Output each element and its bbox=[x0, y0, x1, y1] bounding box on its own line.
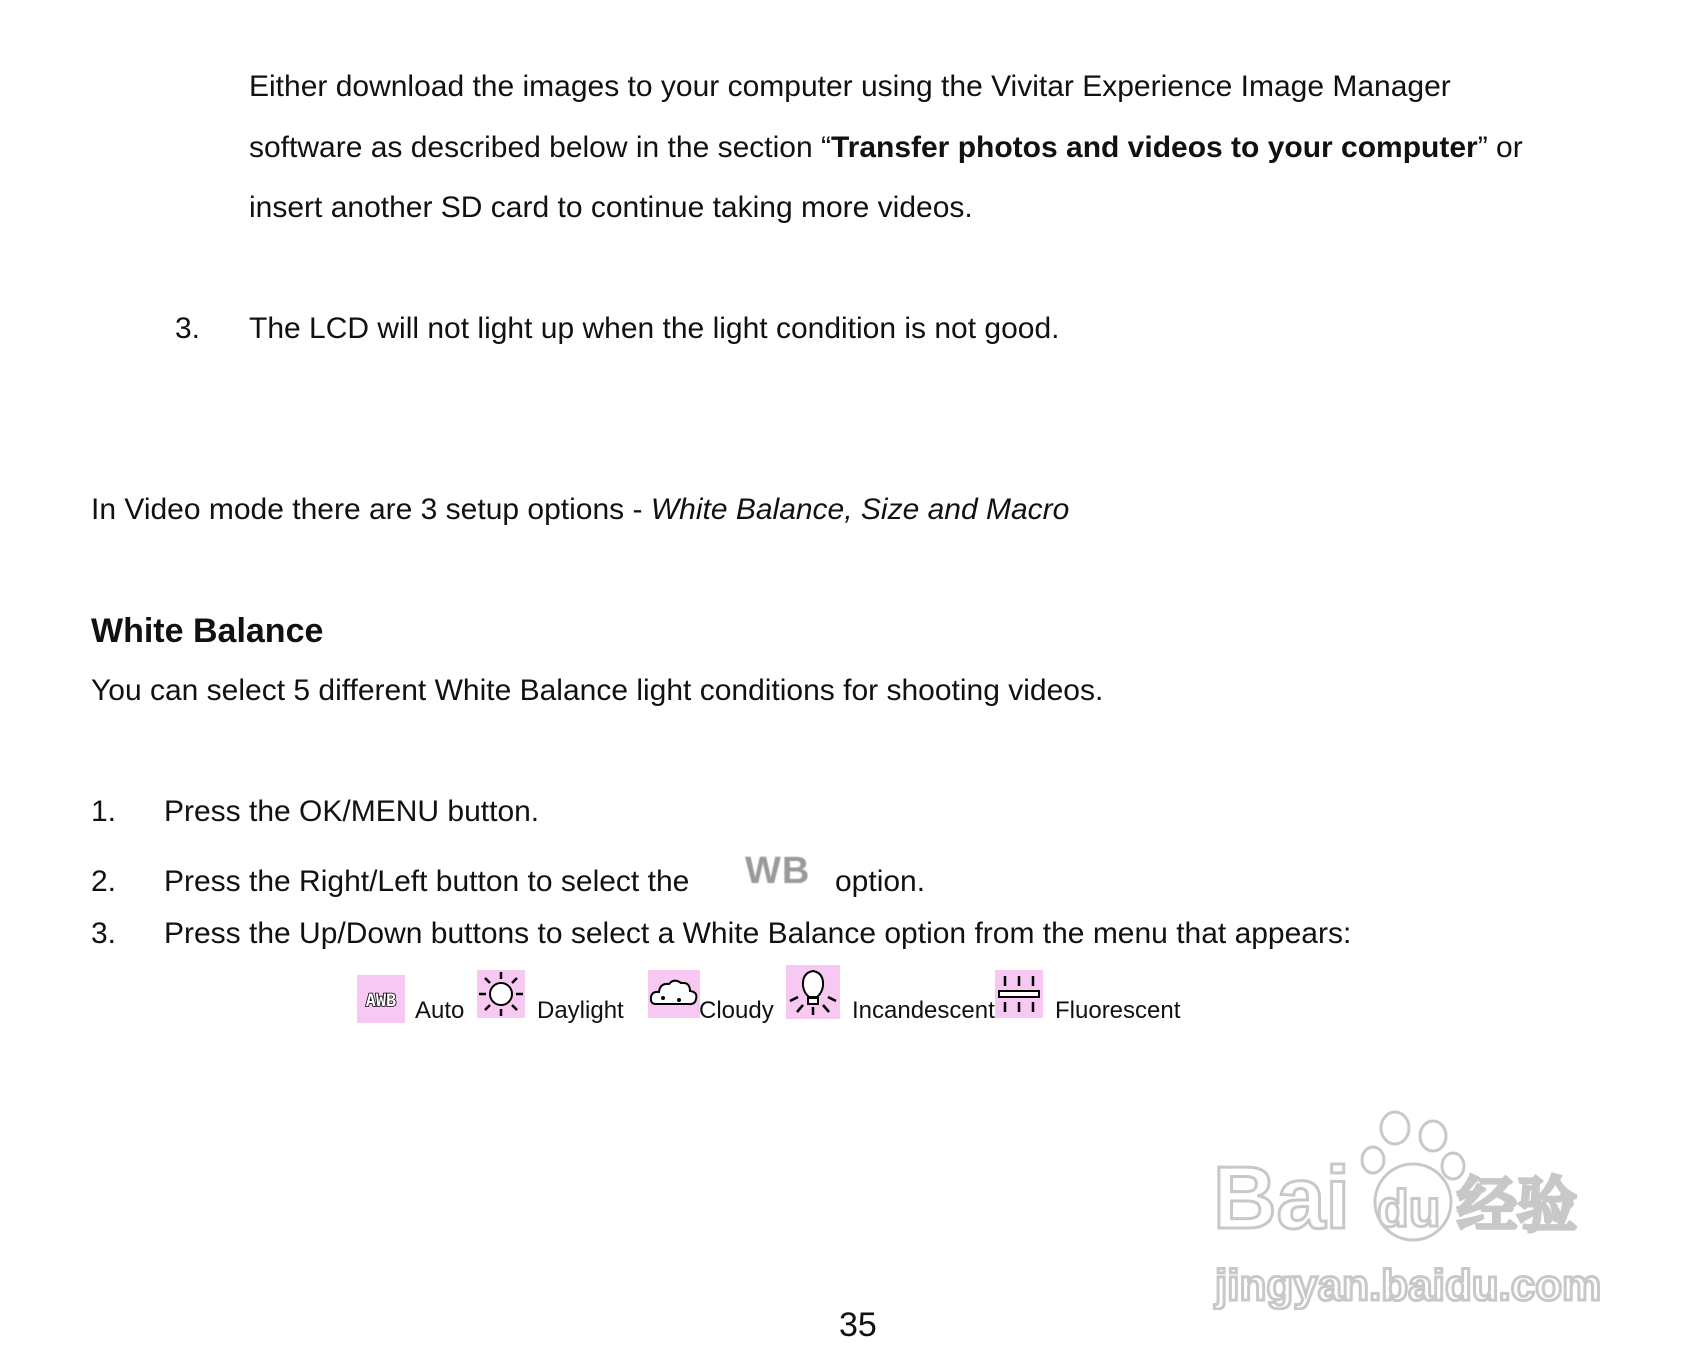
awb-icon bbox=[357, 975, 405, 1023]
bulb-icon bbox=[786, 965, 840, 1019]
page-number: 35 bbox=[839, 1306, 877, 1344]
video-mode-text: In Video mode there are 3 setup options - bbox=[91, 493, 651, 526]
intro-line-3: insert another SD card to continue taking more videos. bbox=[249, 191, 973, 224]
step-3-number: 3. bbox=[91, 917, 117, 950]
intro-line-2-pre: software as described below in the section “ bbox=[249, 131, 831, 164]
intro-line-1: Either download the images to your computer using the Vivitar Experience Image Manager bbox=[249, 70, 1451, 103]
step-2-text-pre: Press the Right/Left button to select the bbox=[164, 865, 690, 898]
svg-text:Bai: Bai bbox=[1213, 1148, 1350, 1247]
intro-line-2-post: ” or bbox=[1477, 131, 1523, 164]
step-2-text-post: option. bbox=[835, 865, 926, 898]
note-number: 3. bbox=[175, 312, 201, 345]
fluorescent-icon bbox=[995, 970, 1043, 1018]
video-mode-line bbox=[91, 493, 1069, 527]
step-1-text: Press the OK/MENU button. bbox=[164, 795, 540, 828]
wb-icon: WB bbox=[745, 850, 811, 892]
note-text: The LCD will not light up when the light condition is not good. bbox=[249, 312, 1060, 345]
cloud-icon bbox=[648, 970, 700, 1018]
sun-icon bbox=[477, 970, 525, 1018]
svg-text:经验: 经验 bbox=[1457, 1171, 1577, 1241]
svg-text:du: du bbox=[1377, 1180, 1441, 1238]
section-description: You can select 5 different White Balance light conditions for shooting videos. bbox=[91, 674, 1104, 707]
svg-text:jingyan.baidu.com: jingyan.baidu.com bbox=[1215, 1261, 1602, 1310]
svg-text:AWB: AWB bbox=[365, 991, 397, 1011]
option-label-auto: Auto bbox=[415, 997, 465, 1024]
intro-line-2 bbox=[249, 131, 1523, 165]
video-mode-options: White Balance, Size and Macro bbox=[650, 493, 1070, 526]
baidu-watermark-logo bbox=[1205, 1110, 1625, 1310]
step-2-number: 2. bbox=[91, 865, 117, 898]
option-label-incandescent: Incandescent bbox=[852, 997, 995, 1024]
option-label-cloudy: Cloudy bbox=[699, 997, 774, 1024]
option-label-daylight: Daylight bbox=[537, 997, 624, 1024]
option-label-fluorescent: Fluorescent bbox=[1055, 997, 1181, 1024]
step-3-text: Press the Up/Down buttons to select a White Balance option from the menu that appears: bbox=[164, 917, 1352, 950]
step-1-number: 1. bbox=[91, 795, 117, 828]
section-heading: White Balance bbox=[91, 612, 324, 650]
section-reference: Transfer photos and videos to your computer bbox=[830, 131, 1478, 164]
